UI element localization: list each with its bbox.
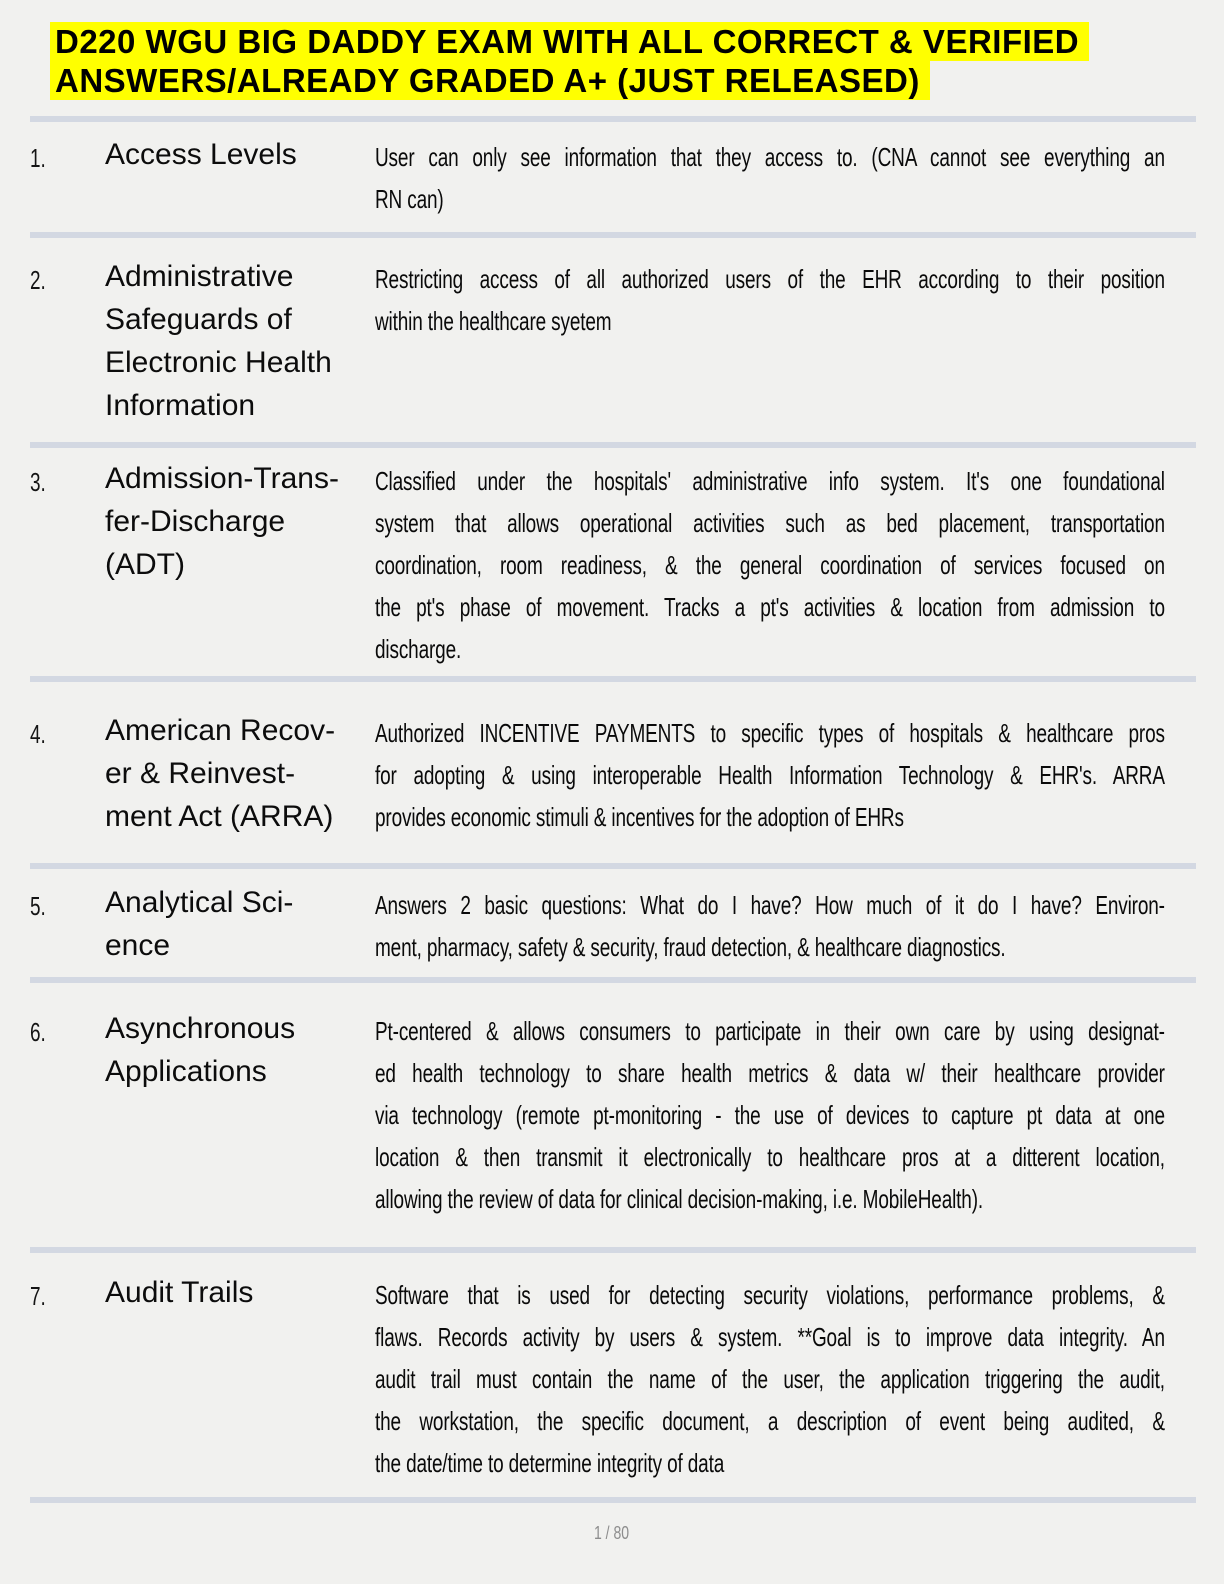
entry-definition-line: the date/time to determine integrity of data <box>375 1448 725 1478</box>
entry-definition-line: RN can) <box>375 184 444 214</box>
entry-definition <box>375 1010 1165 1220</box>
entry-definition <box>375 460 1165 670</box>
entry-definition <box>375 1274 1165 1484</box>
entry-term <box>105 1005 375 1093</box>
entry-term <box>105 131 375 176</box>
entry-number: 6. <box>30 1017 46 1047</box>
entry-definition <box>375 884 1165 968</box>
entry-term <box>105 455 375 586</box>
entry-definition-line: Software that is used for detecting security violations, performance problems, & <box>375 1280 1165 1310</box>
entry-term-line: American Recov- <box>105 714 336 747</box>
entry-definition-line: Classified under the hospitals' administrative info system. It's one foundational <box>375 466 1165 496</box>
entry-definition-line: the pt's phase of movement. Tracks a pt's activities & location from admission to <box>375 592 1165 622</box>
entry-term-line: Asynchronous <box>105 1012 296 1045</box>
entry-definition-line: for adopting & using interoperable Health Information Technology & EHR's. ARRA <box>375 760 1165 790</box>
entry-definition-line: flaws. Records activity by users & system. **Goal is to improve data integrity. An <box>375 1322 1165 1352</box>
entry-term-line: fer-Discharge <box>105 505 286 538</box>
entry-definition-line: Authorized INCENTIVE PAYMENTS to specific types of hospitals & healthcare pros <box>375 718 1165 748</box>
page-title <box>50 22 1184 100</box>
entry-number: 1. <box>30 143 46 173</box>
entry-definition <box>375 712 1165 838</box>
glossary-entry <box>30 122 1196 238</box>
entry-definition-line: location & then transmit it electronically to healthcare pros at a ditterent location, <box>375 1142 1165 1172</box>
page-title-line-1: D220 WGU BIG DADDY EXAM WITH ALL CORRECT & VERIFIED <box>50 22 1089 61</box>
entry-term-line: Analytical Sci- <box>105 886 294 919</box>
entry-term-line: er & Reinvest- <box>105 757 296 790</box>
entry-definition-line: provides economic stimuli & incentives for the adoption of EHRs <box>375 802 904 832</box>
entry-term <box>105 1269 375 1314</box>
page-title-line-2: ANSWERS/ALREADY GRADED A+ (JUST RELEASED) <box>50 61 930 100</box>
entry-number: 7. <box>30 1281 46 1311</box>
entry-definition-line: Pt-centered & allows consumers to participate in their own care by using designat- <box>375 1016 1165 1046</box>
entry-term-line: Audit Trails <box>105 1276 254 1309</box>
entry-term-line: Electronic Health <box>105 346 332 379</box>
glossary-entry <box>30 238 1196 448</box>
page-footer <box>0 1522 1224 1544</box>
entry-term-line: ence <box>105 929 171 962</box>
entry-definition-line: ed health technology to share health metrics & data w/ their healthcare provider <box>375 1058 1165 1088</box>
entry-definition-line: audit trail must contain the name of the user, the application triggering the audit, <box>375 1364 1165 1394</box>
entry-number: 3. <box>30 467 46 497</box>
entry-number: 4. <box>30 719 46 749</box>
entry-number: 2. <box>30 265 46 295</box>
entry-number: 5. <box>30 891 46 921</box>
entry-definition-line: discharge. <box>375 634 462 664</box>
entry-term <box>105 253 375 427</box>
entry-term <box>105 879 375 967</box>
glossary-entry <box>30 1253 1196 1503</box>
entry-term-line: Safeguards of <box>105 303 292 336</box>
entry-definition-line: User can only see information that they access to. (CNA cannot see everything an <box>375 142 1165 172</box>
entry-definition-line: the workstation, the specific document, a description of event being audited, & <box>375 1406 1165 1436</box>
entry-definition-line: Answers 2 basic questions: What do I have? How much of it do I have? Environ- <box>375 890 1165 920</box>
entry-definition-line: allowing the review of data for clinical decision-making, i.e. MobileHealth). <box>375 1184 984 1214</box>
glossary-list <box>30 116 1196 1503</box>
entry-term-line: Information <box>105 389 256 422</box>
entry-term-line: Applications <box>105 1055 267 1088</box>
entry-definition-line: ment, pharmacy, safety & security, fraud detection, & healthcare diagnostics. <box>375 932 1006 962</box>
entry-definition-line: coordination, room readiness, & the general coordination of services focused on <box>375 550 1165 580</box>
entry-definition <box>375 258 1165 342</box>
entry-definition <box>375 136 1165 220</box>
entry-term-line: Administrative <box>105 260 294 293</box>
entry-term-line: Access Levels <box>105 138 297 171</box>
entry-term-line: (ADT) <box>105 548 185 581</box>
glossary-entry <box>30 983 1196 1253</box>
entry-definition-line: via technology (remote pt-monitoring - the use of devices to capture pt data at one <box>375 1100 1165 1130</box>
entry-definition-line: Restricting access of all authorized users of the EHR according to their position <box>375 264 1165 294</box>
entry-term-line: ment Act (ARRA) <box>105 800 334 833</box>
glossary-entry <box>30 869 1196 983</box>
entry-definition-line: within the healthcare syetem <box>375 306 612 336</box>
glossary-entry <box>30 682 1196 869</box>
page-number: 1 / 80 <box>594 1523 630 1543</box>
entry-term-line: Admission-Trans- <box>105 462 339 495</box>
glossary-entry <box>30 448 1196 682</box>
entry-term <box>105 707 375 838</box>
entry-definition-line: system that allows operational activities such as bed placement, transportation <box>375 508 1165 538</box>
